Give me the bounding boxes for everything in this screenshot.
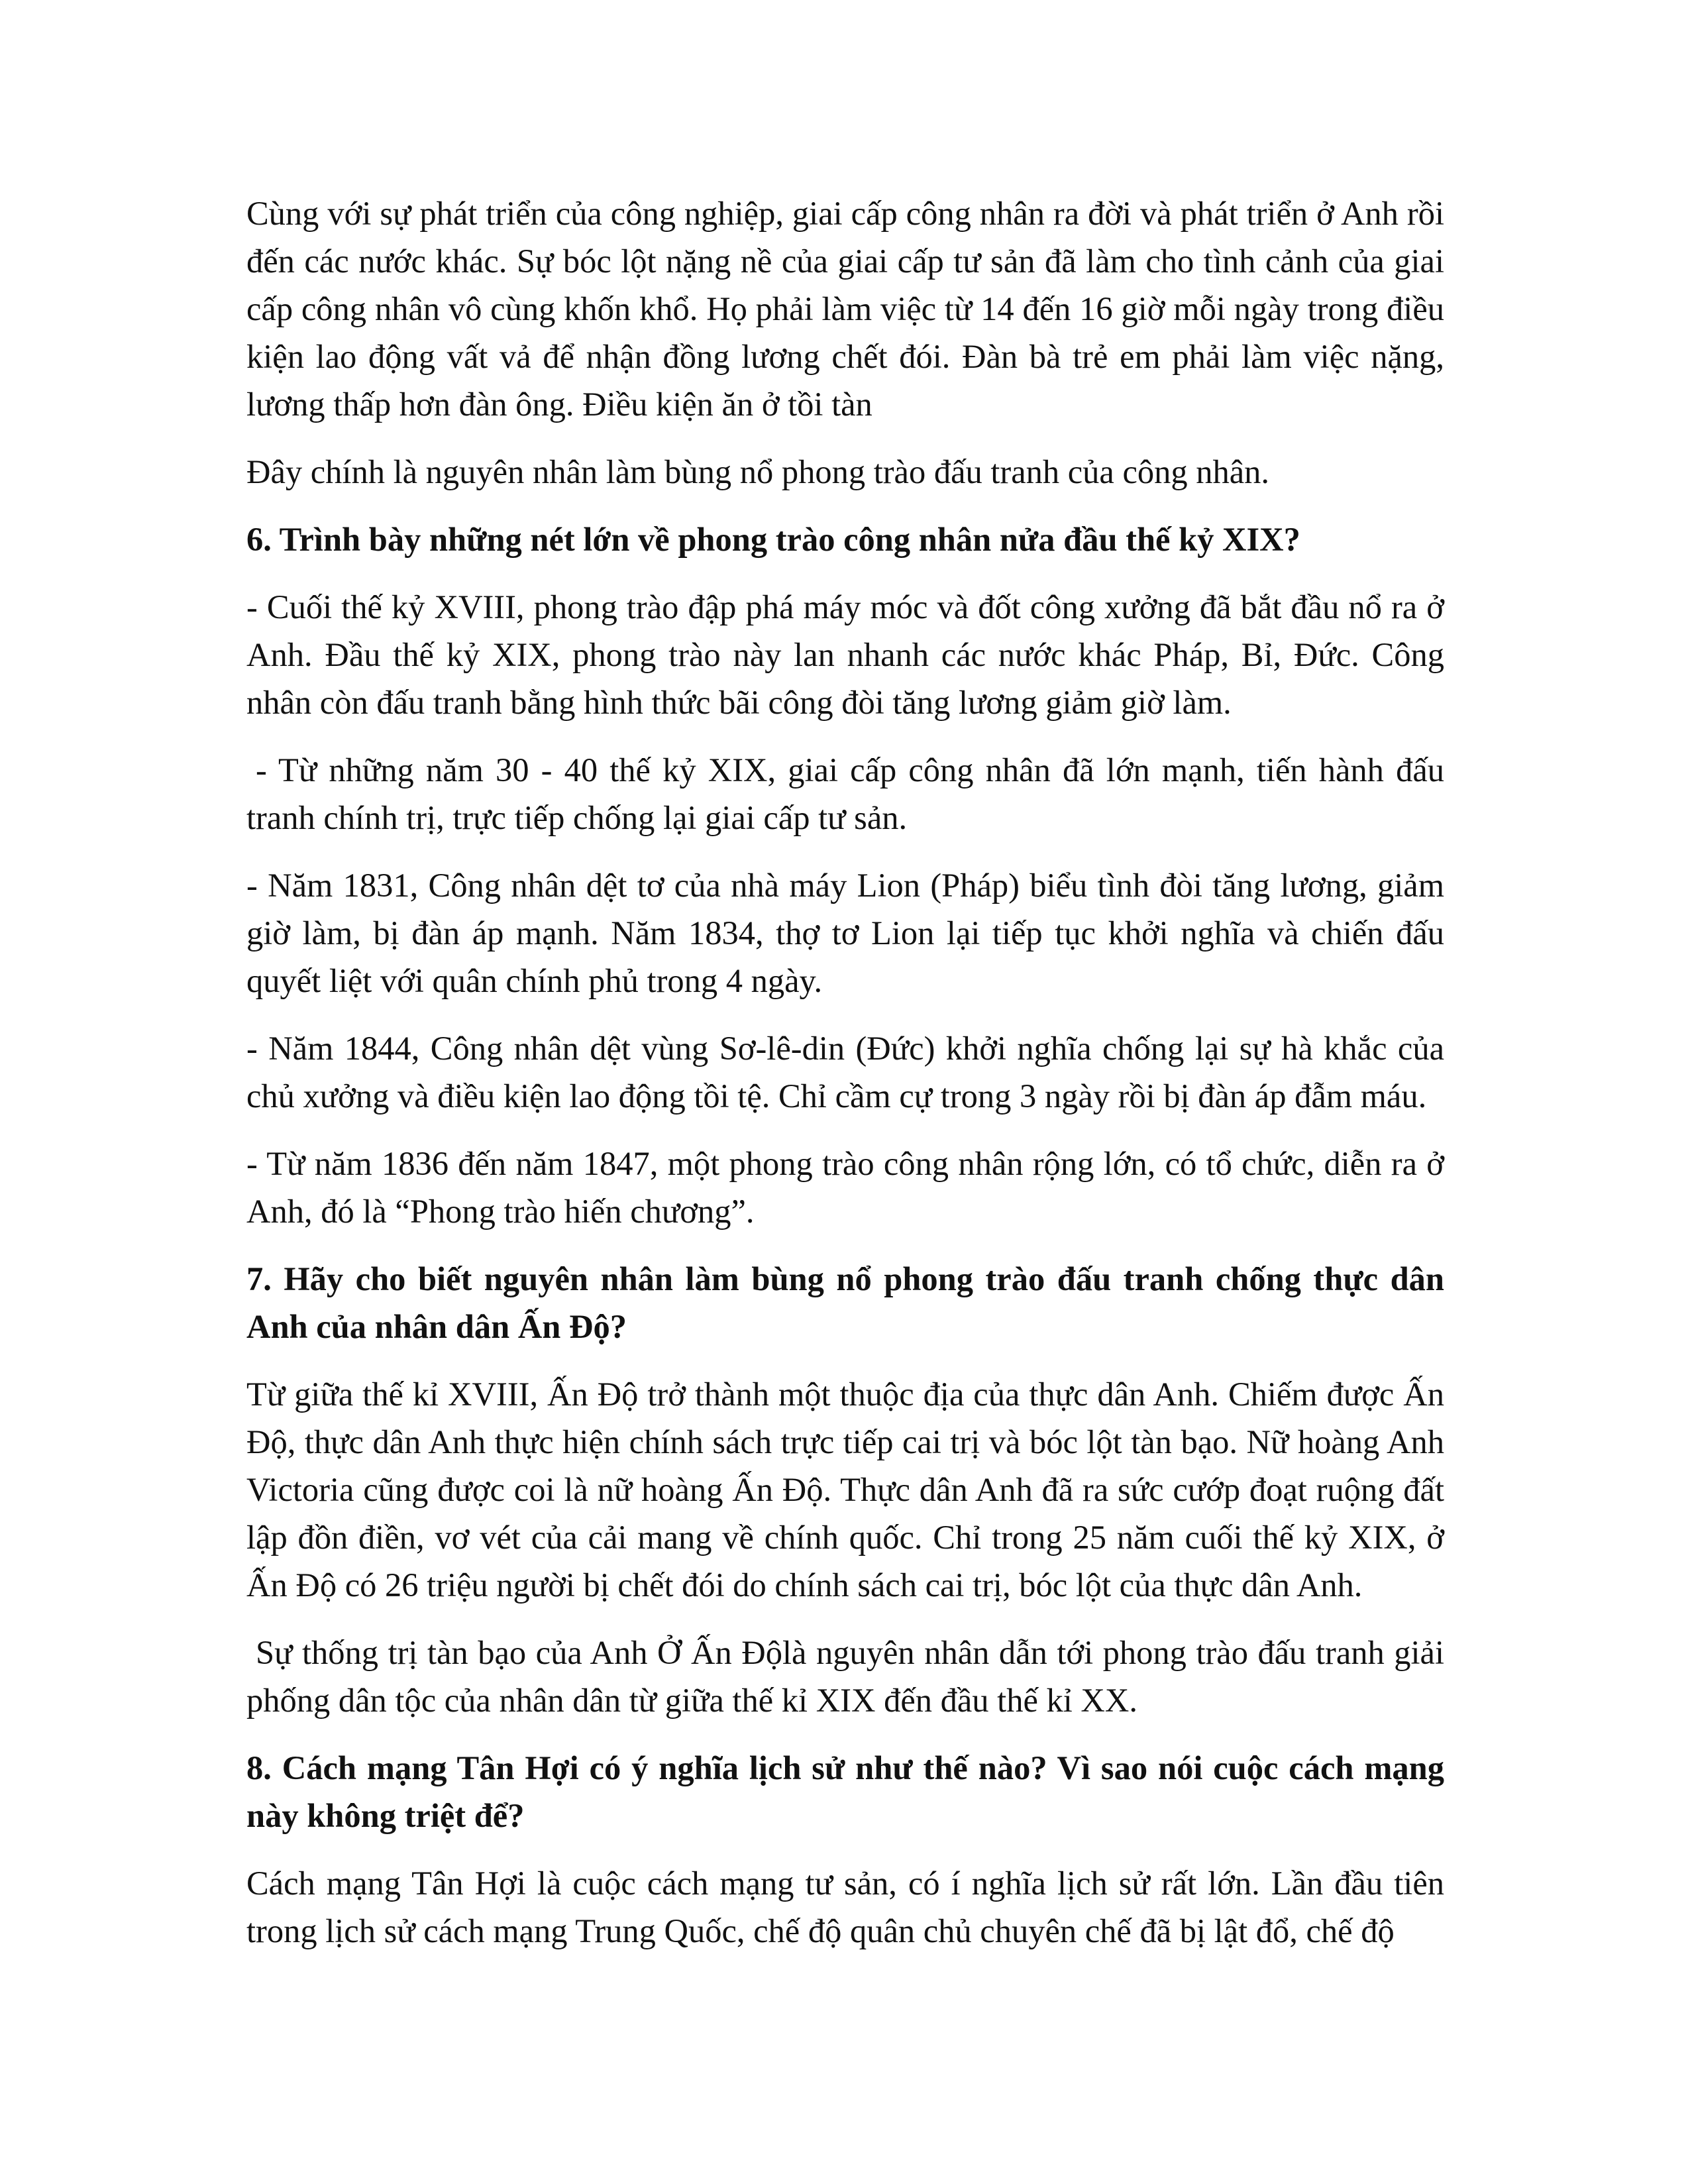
paragraph-india-colonial-rule: Từ giữa thế kỉ XVIII, Ấn Độ trở thành một thuộc địa của thực dân Anh. Chiếm được Ấn Độ, thực dân Anh thực hiện chính sách trực tiếp cai trị và bóc lột tàn bạo. Nữ hoàng Anh Victoria cũng được coi là nữ hoàng Ấn Độ. Thực dân Anh đã ra sức cướp đoạt ruộng đất lập đồn điền, vơ vét của cải mang về chính quốc. Chỉ trong 25 năm cuối thế kỷ XIX, ở Ấn Độ có 26 triệu người bị chết đói do chính sách cai trị, bóc lột của thực dân Anh. [246,1376,1444,1604]
paragraph-cause-summary: Đây chính là nguyên nhân làm bùng nổ phong trào đấu tranh của công nhân. [246,453,1270,490]
question-7-heading: 7. Hãy cho biết nguyên nhân làm bùng nổ phong trào đấu tranh chống thực dân Anh của nhân dân Ấn Độ? [246,1260,1444,1345]
paragraph-xinhai-revolution: Cách mạng Tân Hợi là cuộc cách mạng tư sản, có í nghĩa lịch sử rất lớn. Lần đầu tiên trong lịch sử cách mạng Trung Quốc, chế độ quân chủ chuyên chế đã bị lật đổ, chế độ [246,1865,1444,1949]
question-8-heading: 8. Cách mạng Tân Hợi có ý nghĩa lịch sử như thế nào? Vì sao nói cuộc cách mạng này không triệt để? [246,1749,1444,1834]
paragraph-working-conditions: Cùng với sự phát triển của công nghiệp, giai cấp công nhân ra đời và phát triển ở Anh rồi đến các nước khác. Sự bóc lột nặng nề của giai cấp tư sản đã làm cho tình cảnh của giai cấp công nhân vô cùng khốn khổ. Họ phải làm việc từ 14 đến 16 giờ mỗi ngày trong điều kiện lao động vất vả để nhận đồng lương chết đói. Đàn bà trẻ em phải làm việc nặng, lương thấp hơn đàn ông. Điều kiện ăn ở tồi tàn [246,195,1444,423]
document-page [246,190,1444,1975]
paragraph-political-struggle: - Từ những năm 30 - 40 thế kỷ XIX, giai cấp công nhân đã lớn mạnh, tiến hành đấu tranh chính trị, trực tiếp chống lại giai cấp tư sản. [246,751,1444,836]
paragraph-silesia-uprising: - Năm 1844, Công nhân dệt vùng Sơ-lê-din (Đức) khởi nghĩa chống lại sự hà khắc của chủ xưởng và điều kiện lao động tồi tệ. Chỉ cầm cự trong 3 ngày rồi bị đàn áp đẫm máu. [246,1030,1444,1115]
paragraph-chartism: - Từ năm 1836 đến năm 1847, một phong trào công nhân rộng lớn, có tổ chức, diễn ra ở Anh, đó là “Phong trào hiến chương”. [246,1145,1444,1230]
paragraph-machine-breaking: - Cuối thế kỷ XVIII, phong trào đập phá máy móc và đốt công xưởng đã bắt đầu nổ ra ở Anh. Đầu thế kỷ XIX, phong trào này lan nhanh các nước khác Pháp, Bỉ, Đức. Công nhân còn đấu tranh bằng hình thức bãi công đòi tăng lương giảm giờ làm. [246,588,1444,721]
paragraph-india-cause: Sự thống trị tàn bạo của Anh Ở Ấn Độlà nguyên nhân dẫn tới phong trào đấu tranh giải phống dân tộc của nhân dân từ giữa thế kỉ XIX đến đầu thế kỉ XX. [246,1634,1444,1719]
question-6-heading: 6. Trình bày những nét lớn về phong trào công nhân nửa đầu thế kỷ XIX? [246,521,1300,558]
paragraph-lyon-uprising: - Năm 1831, Công nhân dệt tơ của nhà máy Lion (Pháp) biểu tình đòi tăng lương, giảm giờ làm, bị đàn áp mạnh. Năm 1834, thợ tơ Lion lại tiếp tục khởi nghĩa và chiến đấu quyết liệt với quân chính phủ trong 4 ngày. [246,867,1444,999]
